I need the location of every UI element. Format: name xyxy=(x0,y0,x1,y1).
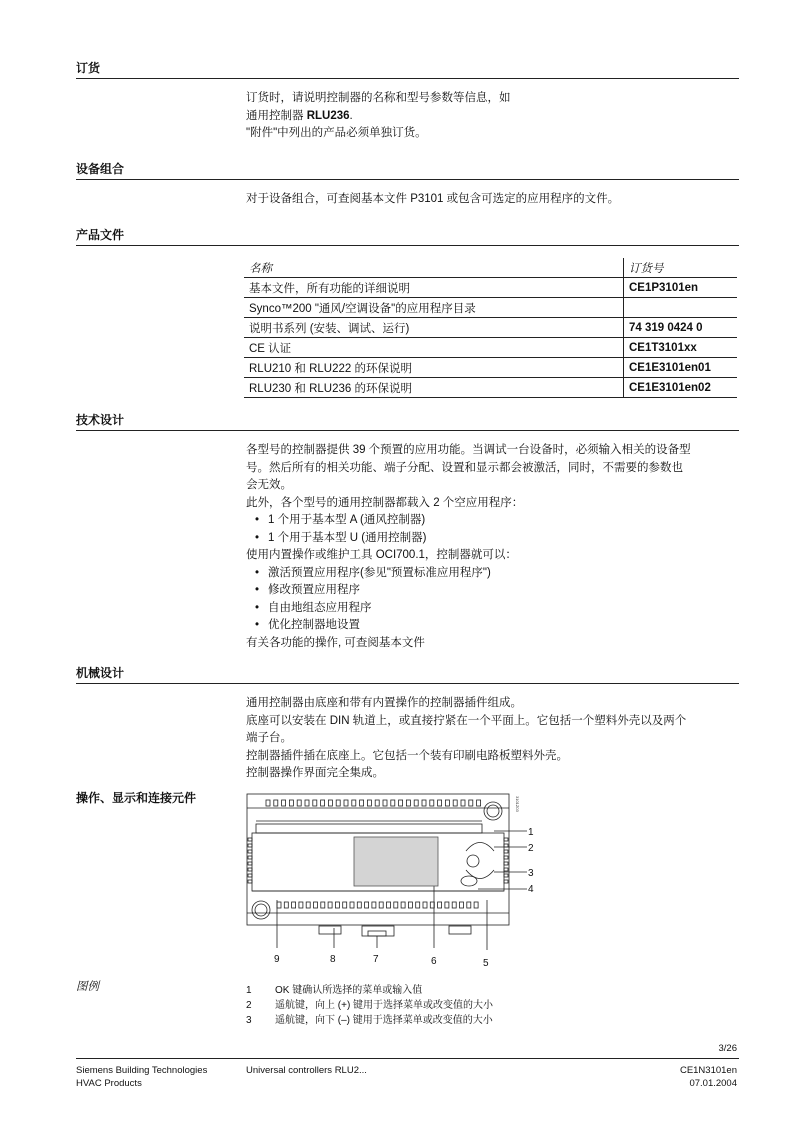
terminal-slot xyxy=(379,902,383,908)
mech-line1: 通用控制器由底座和带有内置操作的控制器插件组成。 xyxy=(246,697,522,709)
vent-slot xyxy=(248,874,252,877)
rule-tech-design xyxy=(76,430,739,431)
terminal-slot xyxy=(461,800,465,806)
terminal-slot xyxy=(306,902,310,908)
terminal-slot xyxy=(292,902,296,908)
terminal-slot xyxy=(477,800,481,806)
terminal-slot xyxy=(416,902,420,908)
figure-code: 3101Z03 xyxy=(515,796,520,812)
ordering-line3: "附件"中列出的产品必须单独订货。 xyxy=(246,127,427,139)
terminal-slot xyxy=(343,902,347,908)
doc-order xyxy=(624,298,738,318)
top-terminal-block xyxy=(266,800,481,806)
terminal-slot xyxy=(335,902,339,908)
terminal-slot xyxy=(401,902,405,908)
combination-text: 对于设备组合，可查阅基本文件 P3101 或包含可选定的应用程序的文件。 xyxy=(246,193,620,205)
doc-name: 基本文件，所有功能的详细说明 xyxy=(244,278,624,298)
terminal-slot xyxy=(474,902,478,908)
legend-text: 遥航键，向上 (+) 键用于选择菜单或改变值的大小 xyxy=(275,1000,494,1011)
doc-name: CE 认证 xyxy=(244,338,624,358)
legend-item xyxy=(246,1011,493,1026)
terminal-slot xyxy=(274,800,278,806)
mech-line2b: 端子台。 xyxy=(246,732,292,744)
terminal-slot xyxy=(422,800,426,806)
callout-2: 2 xyxy=(528,843,534,854)
legend-label: 图例 xyxy=(76,981,99,993)
tech-para1-line: 号。然后所有的相关功能、端子分配、设置和显示都会被激活，同时，不需要的参数也 xyxy=(246,461,683,474)
heading-elements: 操作、显示和连接元件 xyxy=(76,791,197,805)
terminal-slot xyxy=(375,800,379,806)
tech-para3: 使用内置操作或维护工具 OCI700.1，控制器就可以： xyxy=(246,549,517,561)
footer-title: Universal controllers RLU2... xyxy=(246,1065,367,1076)
bottom-terminal-block xyxy=(277,902,478,908)
vent-slot xyxy=(248,844,252,847)
terminal-slot xyxy=(408,902,412,908)
ordering-line2-prefix: 通用控制器 xyxy=(246,109,307,122)
legend-num: 3 xyxy=(246,1015,252,1026)
callout-9: 9 xyxy=(274,954,280,965)
terminal-slot xyxy=(313,800,317,806)
terminal-slot xyxy=(357,902,361,908)
vent-slot xyxy=(504,862,508,865)
callout-1: 1 xyxy=(528,827,534,838)
heading-tech-design: 技术设计 xyxy=(76,413,125,427)
vent-slot xyxy=(504,844,508,847)
footer-company xyxy=(76,1064,207,1090)
terminal-slot xyxy=(305,800,309,806)
rule-combination xyxy=(76,179,739,180)
terminal-slot xyxy=(266,800,270,806)
callout-8: 8 xyxy=(330,954,336,965)
terminal-slot xyxy=(391,800,395,806)
product-docs-table xyxy=(244,258,737,398)
list-item: • 修改预置应用程序 xyxy=(246,582,736,600)
screw-hole-top-inner xyxy=(487,805,499,817)
up-key-icon xyxy=(466,843,494,852)
terminal-slot xyxy=(360,800,364,806)
ordering-model: RLU236 xyxy=(306,109,350,122)
tech-para1-line: 各型号的控制器提供 39 个预置的应用功能。当调试一台设备时，必须输入相关的设备型 xyxy=(246,444,691,456)
mech-line2a: 底座可以安装在 DIN 轨道上，或直接拧紧在一个平面上。它包括一个塑料外壳以及两个 xyxy=(246,714,687,727)
legend-text: OK 键确认所选择的菜单或输入值 xyxy=(275,985,423,996)
mech-line4: 控制器操作界面完全集成。 xyxy=(246,767,384,779)
vent-slot xyxy=(248,880,252,883)
terminal-slot xyxy=(438,800,442,806)
screw-hole-bottom-inner xyxy=(255,904,267,916)
mech-line3: 控制器插件插在底座上。它包括一个装有印刷电路板塑料外壳。 xyxy=(246,749,568,762)
terminal-slot xyxy=(394,902,398,908)
terminal-slot xyxy=(297,800,301,806)
terminal-slot xyxy=(438,902,442,908)
rule-mech-design xyxy=(76,683,739,684)
legend-num: 2 xyxy=(246,1000,252,1011)
terminal-slot xyxy=(352,800,356,806)
terminal-slot xyxy=(445,800,449,806)
terminal-slot xyxy=(289,800,293,806)
doc-order: CE1T3101xx xyxy=(624,338,738,358)
table-row xyxy=(244,358,737,378)
terminal-slot xyxy=(460,902,464,908)
doc-name: Synco™200 "通风/空调设备"的应用程序目录 xyxy=(244,298,624,318)
top-label-strip xyxy=(256,824,482,833)
controller-figure xyxy=(244,790,534,970)
terminal-slot xyxy=(367,800,371,806)
doc-name: 说明书系列 (安装、调试、运行) xyxy=(244,318,624,338)
tech-para2: 此外，各个型号的通用控制器都载入 2 个空应用程序： xyxy=(246,496,524,509)
terminal-slot xyxy=(299,902,303,908)
list-item: • 激活预置应用程序(参见"预置标准应用程序") xyxy=(246,565,736,583)
terminal-slot xyxy=(372,902,376,908)
legend-item xyxy=(246,996,493,1011)
mech-design-text xyxy=(246,695,736,783)
rule-ordering xyxy=(76,78,739,79)
table-header-order: 订货号 xyxy=(624,258,738,278)
latch-foot-right xyxy=(449,926,471,934)
terminal-slot xyxy=(328,800,332,806)
legend-num: 1 xyxy=(246,985,252,996)
lcd-display xyxy=(354,837,438,886)
doc-order: CE1E3101en02 xyxy=(624,378,738,398)
terminal-slot xyxy=(336,800,340,806)
footer-date: 07.01.2004 xyxy=(689,1078,737,1089)
heading-ordering: 订货 xyxy=(76,61,101,75)
doc-order: 74 319 0424 0 xyxy=(624,318,738,338)
tech-bullets-2 xyxy=(246,565,736,635)
callout-5: 5 xyxy=(483,958,489,969)
footer-doc xyxy=(680,1064,737,1090)
table-header-row xyxy=(244,258,737,278)
terminal-slot xyxy=(469,800,473,806)
table-row xyxy=(244,298,737,318)
terminal-slot xyxy=(321,800,325,806)
terminal-slot xyxy=(282,800,286,806)
table-row xyxy=(244,378,737,398)
heading-product-docs: 产品文件 xyxy=(76,228,125,242)
terminal-slot xyxy=(383,800,387,806)
terminal-slot xyxy=(328,902,332,908)
terminal-slot xyxy=(344,800,348,806)
footer-company-line2: HVAC Products xyxy=(76,1078,142,1089)
doc-order: CE1E3101en01 xyxy=(624,358,738,378)
terminal-slot xyxy=(423,902,427,908)
rule-footer xyxy=(76,1058,739,1059)
footer-company-line1: Siemens Building Technologies xyxy=(76,1065,208,1076)
callout-6: 6 xyxy=(431,956,437,967)
vent-slot xyxy=(504,856,508,859)
list-item: • 1 个用于基本型 A (通风控制器) xyxy=(246,512,736,530)
vent-slot xyxy=(248,856,252,859)
doc-name: RLU230 和 RLU236 的环保说明 xyxy=(244,378,624,398)
ordering-line1: 订货时，请说明控制器的名称和型号参数等信息，如 xyxy=(246,92,511,104)
latch-foot-left xyxy=(319,926,341,934)
ordering-line2 xyxy=(246,108,736,126)
terminal-slot xyxy=(430,800,434,806)
service-key-icon xyxy=(461,876,477,886)
doc-name: RLU210 和 RLU222 的环保说明 xyxy=(244,358,624,378)
tech-bullets-1 xyxy=(246,512,736,547)
legend-text: 遥航键，向下 (–) 键用于选择菜单或改变值的大小 xyxy=(275,1015,493,1026)
terminal-slot xyxy=(406,800,410,806)
din-latch-tab xyxy=(368,931,386,936)
list-item: • 优化控制器地设置 xyxy=(246,617,736,635)
terminal-slot xyxy=(399,800,403,806)
table-row xyxy=(244,318,737,338)
terminal-slot xyxy=(321,902,325,908)
terminal-slot xyxy=(453,800,457,806)
terminal-slot xyxy=(467,902,471,908)
down-key-icon xyxy=(466,870,494,879)
page-number: 3/26 xyxy=(718,1043,737,1054)
tech-para4: 有关各功能的操作, 可查阅基本文件 xyxy=(246,636,425,649)
legend-item xyxy=(246,981,422,996)
doc-order: CE1P3101en xyxy=(624,278,738,298)
terminal-slot xyxy=(365,902,369,908)
ok-key-icon xyxy=(467,855,479,867)
tech-design-text xyxy=(246,442,736,652)
vent-slot xyxy=(504,850,508,853)
terminal-slot xyxy=(277,902,281,908)
terminal-slot xyxy=(314,902,318,908)
vent-slot xyxy=(504,868,508,871)
terminal-slot xyxy=(350,902,354,908)
vent-slot xyxy=(504,838,508,841)
terminal-slot xyxy=(445,902,449,908)
vent-slot xyxy=(504,880,508,883)
vent-slot xyxy=(504,874,508,877)
vent-slot xyxy=(248,850,252,853)
terminal-slot xyxy=(284,902,288,908)
vent-slot xyxy=(248,868,252,871)
terminal-slot xyxy=(414,800,418,806)
table-header-name: 名称 xyxy=(244,258,624,278)
terminal-slot xyxy=(387,902,391,908)
list-item: • 自由地组态应用程序 xyxy=(246,600,736,618)
vent-slot xyxy=(248,862,252,865)
ordering-text xyxy=(246,90,736,143)
ordering-line2-suffix: . xyxy=(349,109,353,122)
footer-doc-id: CE1N3101en xyxy=(679,1065,737,1076)
callout-4: 4 xyxy=(528,884,534,895)
heading-mech-design: 机械设计 xyxy=(76,666,125,680)
tech-para1-line: 会无效。 xyxy=(246,479,292,491)
callout-7: 7 xyxy=(373,954,379,965)
table-row xyxy=(244,338,737,358)
heading-combination: 设备组合 xyxy=(76,162,125,176)
vent-slot xyxy=(248,838,252,841)
callout-3: 3 xyxy=(528,868,534,879)
rule-product-docs xyxy=(76,245,739,246)
table-row xyxy=(244,278,737,298)
list-item: • 1 个用于基本型 U (通用控制器) xyxy=(246,530,736,548)
terminal-slot xyxy=(452,902,456,908)
